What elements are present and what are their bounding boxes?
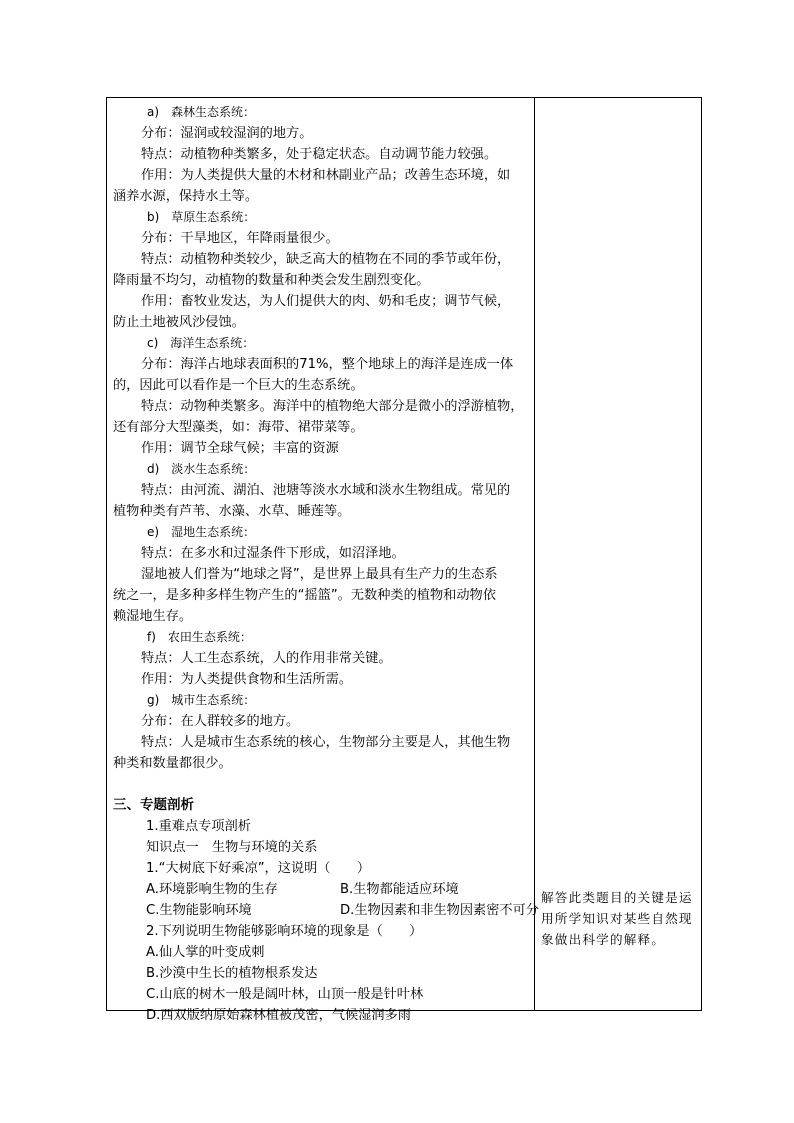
text-line: 种类和数量都很少。 <box>113 756 232 771</box>
answer-tip <box>541 887 697 950</box>
text-line: 分布：湿润或较湿润的地方。 <box>141 126 313 141</box>
text-line: 分布：在人群较多的地方。 <box>141 714 300 729</box>
text-line: 特点：由河流、湖泊、池塘等淡水水域和淡水生物组成。常见的 <box>141 483 511 498</box>
text-line: a) 森林生态系统： <box>147 105 256 119</box>
text-line: 1.重难点专项剖析 <box>146 819 251 834</box>
text-line: 特点：动物种类繁多。海洋中的植物绝大部分是微小的浮游植物， <box>141 399 524 414</box>
text-line: b) 草原生态系统： <box>147 210 256 224</box>
text-line: 涵养水源，保持水土等。 <box>113 189 259 204</box>
text-line: 防止土地被风沙侵蚀。 <box>113 315 245 330</box>
question-2 <box>113 921 527 1026</box>
text-line: f) 农田生态系统： <box>147 630 252 644</box>
text-line: 特点：在多水和过湿条件下形成，如沼泽地。 <box>141 546 405 561</box>
q1-option-c: C.生物能影响环境 <box>146 903 252 918</box>
text-line: 特点：动植物种类繁多，处于稳定状态。自动调节能力较强。 <box>141 147 498 162</box>
q1-option-b: B.生物都能适应环境 <box>340 882 459 897</box>
text-line: c) 海洋生态系统： <box>147 336 255 350</box>
q1-option-d: D.生物因素和非生物因素密不可分 <box>340 903 539 918</box>
text-line: 作用：调节全球气候；丰富的资源 <box>141 441 339 456</box>
q1-option-a: A.环境影响生物的生存 <box>146 882 278 897</box>
question-line: B.沙漠中生长的植物根系发达 <box>146 966 318 981</box>
text-line: e) 湿地生态系统： <box>147 525 256 539</box>
text-line: 作用：为人类提供大量的木材和林副业产品；改善生态环境，如 <box>141 168 511 183</box>
text-line: 分布：干旱地区，年降雨量很少。 <box>141 231 339 246</box>
tip-line: 解答此类题目的关键是运 <box>541 890 693 905</box>
text-line: 作用：为人类提供食物和生活所需。 <box>141 672 352 687</box>
text-line: 降雨量不均匀，动植物的数量和种类会发生剧烈变化。 <box>113 273 430 288</box>
text-line: 赖湿地生存。 <box>113 609 193 624</box>
text-line: 的，因此可以看作是一个巨大的生态系统。 <box>113 378 364 393</box>
topic-intro <box>113 816 527 879</box>
text-line: 特点：人工生态系统，人的作用非常关键。 <box>141 651 392 666</box>
question-line: 2.下列说明生物能够影响环境的现象是（ ） <box>146 924 423 939</box>
question-line: A.仙人掌的叶变成刺 <box>146 945 265 960</box>
ecosystem-notes <box>113 102 527 774</box>
column-divider <box>534 98 535 1010</box>
question-1-options-cd <box>113 900 539 921</box>
text-line: 还有部分大型藻类，如：海带、裙带菜等。 <box>113 420 364 435</box>
tip-line: 象做出科学的解释。 <box>541 932 666 947</box>
text-line: d) 淡水生态系统： <box>147 462 256 476</box>
text-line: 湿地被人们誉为“地球之肾”，是世界上最具有生产力的生态系 <box>141 567 498 582</box>
tip-line: 用所学知识对某些自然现 <box>541 911 693 926</box>
text-line: 知识点一 生物与环境的关系 <box>146 840 318 855</box>
text-line: 特点：人是城市生态系统的核心，生物部分主要是人，其他生物 <box>141 735 511 750</box>
main-column <box>113 102 539 1026</box>
text-line: 1.“大树底下好乘凉”，这说明（ ） <box>146 861 371 876</box>
text-line: 分布：海洋占地球表面积的71%，整个地球上的海洋是连成一体 <box>141 357 514 372</box>
text-line: 作用：畜牧业发达，为人们提供大的肉、奶和毛皮；调节气候， <box>141 294 511 309</box>
section-title: 三、专题剖析 <box>113 797 194 813</box>
text-line: g) 城市生态系统： <box>147 693 256 707</box>
content-table <box>106 97 702 1023</box>
question-line: D.西双版纳原始森林植被茂密，气候湿润多雨 <box>146 1008 411 1023</box>
text-line: 统之一，是多种多样生物产生的“摇篮”。无数种类的植物和动物依 <box>113 588 496 603</box>
question-line: C.山底的树木一般是阔叶林，山顶一般是针叶林 <box>146 987 424 1002</box>
text-line: 植物种类有芦苇、水藻、水草、睡莲等。 <box>113 504 351 519</box>
text-line: 特点：动植物种类较少，缺乏高大的植物在不同的季节或年份， <box>141 252 511 267</box>
side-column <box>541 887 697 950</box>
question-1-options-ab <box>113 879 527 900</box>
